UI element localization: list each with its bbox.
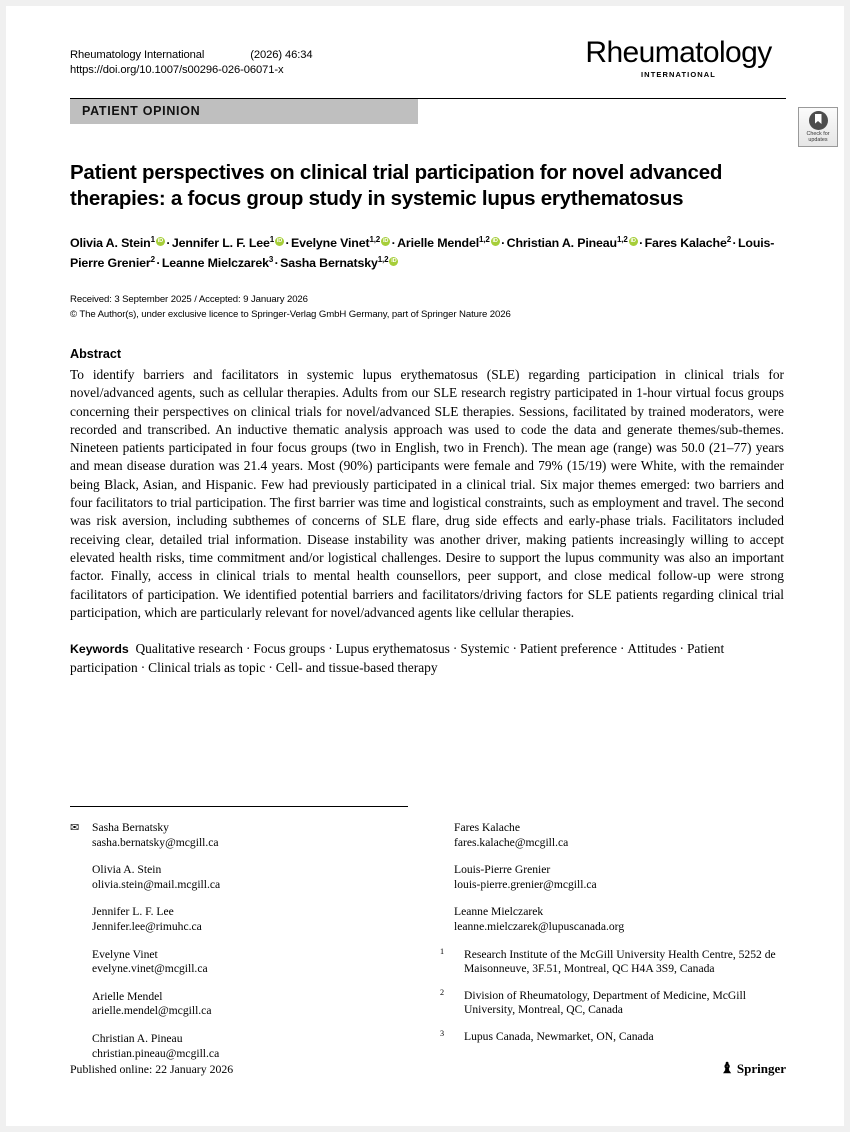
- published-online-date: Published online: 22 January 2026: [70, 1062, 234, 1076]
- orcid-icon[interactable]: [381, 237, 390, 246]
- affiliation-text: Lupus Canada, Newmarket, ON, Canada: [464, 1029, 654, 1043]
- keyword-item[interactable]: Systemic: [460, 641, 510, 657]
- check-for-updates-badge[interactable]: [798, 107, 838, 147]
- affiliation-number: 2: [440, 987, 445, 997]
- author-name: Sasha Bernatsky: [280, 256, 378, 270]
- orcid-icon[interactable]: [275, 237, 284, 246]
- author-separator: ·: [732, 236, 737, 250]
- journal-logo: [571, 38, 786, 80]
- author-name: Arielle Mendel: [397, 236, 479, 250]
- abstract-heading: Abstract: [70, 347, 122, 361]
- author-separator: ·: [166, 236, 171, 250]
- orcid-icon[interactable]: [491, 237, 500, 246]
- contact-name: Arielle Mendel: [92, 989, 163, 1003]
- author-affiliation-marker: 1,2: [377, 254, 389, 264]
- keyword-item[interactable]: Focus groups: [253, 641, 326, 657]
- contact-name: Leanne Mielczarek: [454, 905, 544, 919]
- author-name: Christian A. Pineau: [506, 236, 617, 250]
- contact-email[interactable]: christian.pineau@mcgill.ca: [92, 1046, 220, 1060]
- keyword-separator: ·: [679, 641, 684, 657]
- affiliation-text: Research Institute of the McGill University Health Centre, 5252 de Maisonneuve, 3F.51, Montreal, QC H4A 3S9, Canada: [464, 947, 776, 976]
- contact-name: Fares Kalache: [454, 821, 520, 834]
- author-separator: ·: [274, 256, 279, 270]
- contact-entry: [70, 990, 428, 1019]
- author-name: Fares Kalache: [644, 236, 727, 250]
- affiliation-number: 3: [440, 1028, 445, 1038]
- affiliation-entry: [432, 948, 786, 977]
- author-name: Louis-Pierre Grenier: [70, 236, 775, 270]
- contact-email[interactable]: sasha.bernatsky@mcgill.ca: [92, 835, 219, 849]
- author-affiliation-marker: 2: [150, 254, 155, 264]
- contact-entry: [70, 1032, 428, 1061]
- page-bottom-bar: [70, 1061, 786, 1077]
- crossmark-label-line2: updates: [808, 137, 828, 144]
- footer-column-left: [70, 821, 428, 1074]
- author-entry: [172, 236, 284, 250]
- footer-block: [70, 806, 786, 1077]
- abstract-body: To identify barriers and facilitators in systemic lupus erythematosus (SLE) regarding participation in clinical trials for novel/advanced agents, such as cellular therapies. Adults from our SLE research registry participated in 1-hour virtual focus groups concerning their perspectives on clinical trials for novel/advanced SLE therapies. Sessions, facilitated by trained moderators, were recorded and transcribed. An inductive thematic analysis approach was used to code the data and generate themes/sub-themes. Nineteen patients participated in four focus groups (two in English, two in French). The mean age (range) was 50.0 (21–77) years and mean disease duration was 21.4 years. Most (90%) participants were female and 79% (15/19) were White, with the remainder being Black, Asian, and Hispanic. Few had previously participated in a clinical trial. Six major themes emerged: two barriers and four facilitators to trial participation. The first barrier was time and logistical constraints, such as employment and travel. The second was risk aversion, including subthemes of concerns of SLE flare, drug side effects and early-phase trials. Facilitators included receiving clear, detailed trial information. Disease instability was another driver, making patients increasingly willing to accept elevated health risks, time commitment and/or logistical challenges. Desire to support the lupus community was also an important factor. Finally, access in clinical trials to mental health counsellors, peer support, and close medical follow-up were strong facilitators of participation. We identified potential barriers and facilitators/driving factors for SLE patients regarding clinical trial participation, which are particularly relevant for novel/advanced agents like cellular therapies.: [70, 367, 784, 620]
- paper-page: [6, 6, 844, 1126]
- contact-email[interactable]: arielle.mendel@mcgill.ca: [92, 1004, 212, 1018]
- contact-name: Evelyne Vinet: [92, 947, 158, 961]
- contact-entry: [432, 821, 786, 850]
- author-entry: [70, 236, 165, 250]
- author-separator: ·: [391, 236, 396, 250]
- keyword-separator: ·: [140, 659, 146, 675]
- keyword-separator: ·: [328, 641, 333, 657]
- author-entry: [162, 256, 273, 270]
- author-entry: [291, 236, 390, 250]
- journal-logo-subtitle: INTERNATIONAL: [641, 70, 716, 79]
- keyword-item[interactable]: Cell- and tissue-based therapy: [275, 659, 438, 675]
- author-affiliation-marker: 1: [269, 234, 275, 244]
- keyword-item[interactable]: Qualitative research: [135, 641, 243, 657]
- footer-column-right: [428, 821, 786, 1077]
- author-separator: ·: [285, 236, 290, 250]
- author-separator: ·: [501, 236, 506, 250]
- masthead: [70, 6, 786, 94]
- author-separator: ·: [639, 236, 644, 250]
- keyword-item[interactable]: Attitudes: [627, 641, 677, 657]
- received-accepted-line: Received: 3 September 2025 / Accepted: 9 January 2026: [70, 294, 308, 305]
- publication-dates: [70, 293, 786, 322]
- journal-name: Rheumatology International: [70, 49, 205, 61]
- copyright-line: © The Author(s), under exclusive licence to Springer-Verlag GmbH Germany, part of Springer Nature 2026: [70, 308, 511, 320]
- contact-name: Sasha Bernatsky: [92, 821, 169, 834]
- keyword-separator: ·: [512, 641, 517, 657]
- keyword-separator: ·: [268, 659, 273, 675]
- crossmark-icon: [809, 111, 828, 130]
- author-affiliation-marker: 1: [150, 234, 155, 244]
- affiliation-entry: [432, 1030, 786, 1045]
- author-separator: ·: [156, 256, 161, 270]
- author-name: Olivia A. Stein: [70, 236, 151, 250]
- contact-email[interactable]: leanne.mielczarek@lupuscanada.org: [454, 919, 625, 933]
- keyword-item[interactable]: Lupus erythematosus: [335, 641, 450, 657]
- author-entry: [280, 256, 398, 270]
- contact-name: Olivia A. Stein: [92, 863, 162, 877]
- contact-entry: [432, 863, 786, 892]
- crossmark-label-line1: Check for: [806, 131, 830, 137]
- envelope-icon: ✉: [70, 822, 80, 834]
- contact-email[interactable]: Jennifer.lee@rimuhc.ca: [92, 919, 202, 933]
- footer-divider: [70, 806, 408, 807]
- keyword-separator: ·: [619, 641, 625, 657]
- keywords-section: [70, 640, 784, 677]
- contact-entry: [70, 863, 428, 892]
- contact-email[interactable]: olivia.stein@mail.mcgill.ca: [92, 877, 221, 891]
- author-entry: [397, 236, 500, 250]
- contact-email[interactable]: evelyne.vinet@mcgill.ca: [92, 962, 208, 976]
- contact-name: Jennifer L. F. Lee: [92, 905, 174, 919]
- author-affiliation-marker: 3: [268, 254, 274, 264]
- keyword-item[interactable]: Clinical trials as topic: [148, 659, 266, 675]
- contact-entry: [70, 821, 428, 850]
- author-list: [70, 233, 786, 273]
- springer-wordmark: Springer: [736, 1061, 786, 1076]
- page-title: Patient perspectives on clinical trial participation for novel advanced therapies: a focus group study in systemic lupus erythematosus: [70, 161, 723, 210]
- contact-name: Christian A. Pineau: [92, 1031, 183, 1045]
- orcid-icon[interactable]: [156, 237, 165, 246]
- author-name: Jennifer L. F. Lee: [171, 236, 270, 250]
- author-affiliation-marker: 1,2: [479, 234, 490, 244]
- contact-email[interactable]: louis-pierre.grenier@mcgill.ca: [454, 877, 597, 891]
- keyword-item[interactable]: Patient participation: [70, 641, 725, 675]
- keywords-label: Keywords: [70, 642, 129, 657]
- keyword-item[interactable]: Patient preference: [519, 641, 617, 657]
- orcid-icon[interactable]: [389, 257, 398, 266]
- author-name: Evelyne Vinet: [291, 236, 370, 250]
- contact-name: Louis-Pierre Grenier: [454, 863, 551, 877]
- author-name: Leanne Mielczarek: [161, 256, 269, 270]
- article-type-banner: PATIENT OPINION: [70, 99, 418, 124]
- author-entry: [645, 236, 731, 250]
- contact-email[interactable]: fares.kalache@mcgill.ca: [454, 835, 569, 849]
- journal-doi[interactable]: https://doi.org/10.1007/s00296-026-06071-x: [70, 64, 284, 76]
- author-affiliation-marker: 1,2: [369, 234, 381, 244]
- contact-entry: [432, 905, 786, 934]
- springer-mark-icon: ♝: [720, 1060, 734, 1077]
- page-content: [70, 6, 786, 677]
- springer-logo: [720, 1061, 786, 1077]
- footer-columns: [70, 821, 786, 1077]
- affiliation-entry: [432, 989, 786, 1018]
- author-entry: [507, 236, 638, 250]
- affiliation-number: 1: [440, 946, 445, 956]
- author-affiliation-marker: 1,2: [616, 234, 628, 244]
- orcid-icon[interactable]: [629, 237, 638, 246]
- journal-logo-main: Rheumatology: [585, 36, 772, 69]
- contact-entry: [70, 905, 428, 934]
- affiliation-text: Division of Rheumatology, Department of Medicine, McGill University, Montreal, QC, Canada: [464, 988, 746, 1017]
- author-affiliation-marker: 2: [726, 234, 732, 244]
- contact-entry: [70, 948, 428, 977]
- keyword-separator: ·: [245, 641, 251, 657]
- keyword-separator: ·: [452, 641, 458, 657]
- journal-volume-issue: (2026) 46:34: [250, 49, 313, 61]
